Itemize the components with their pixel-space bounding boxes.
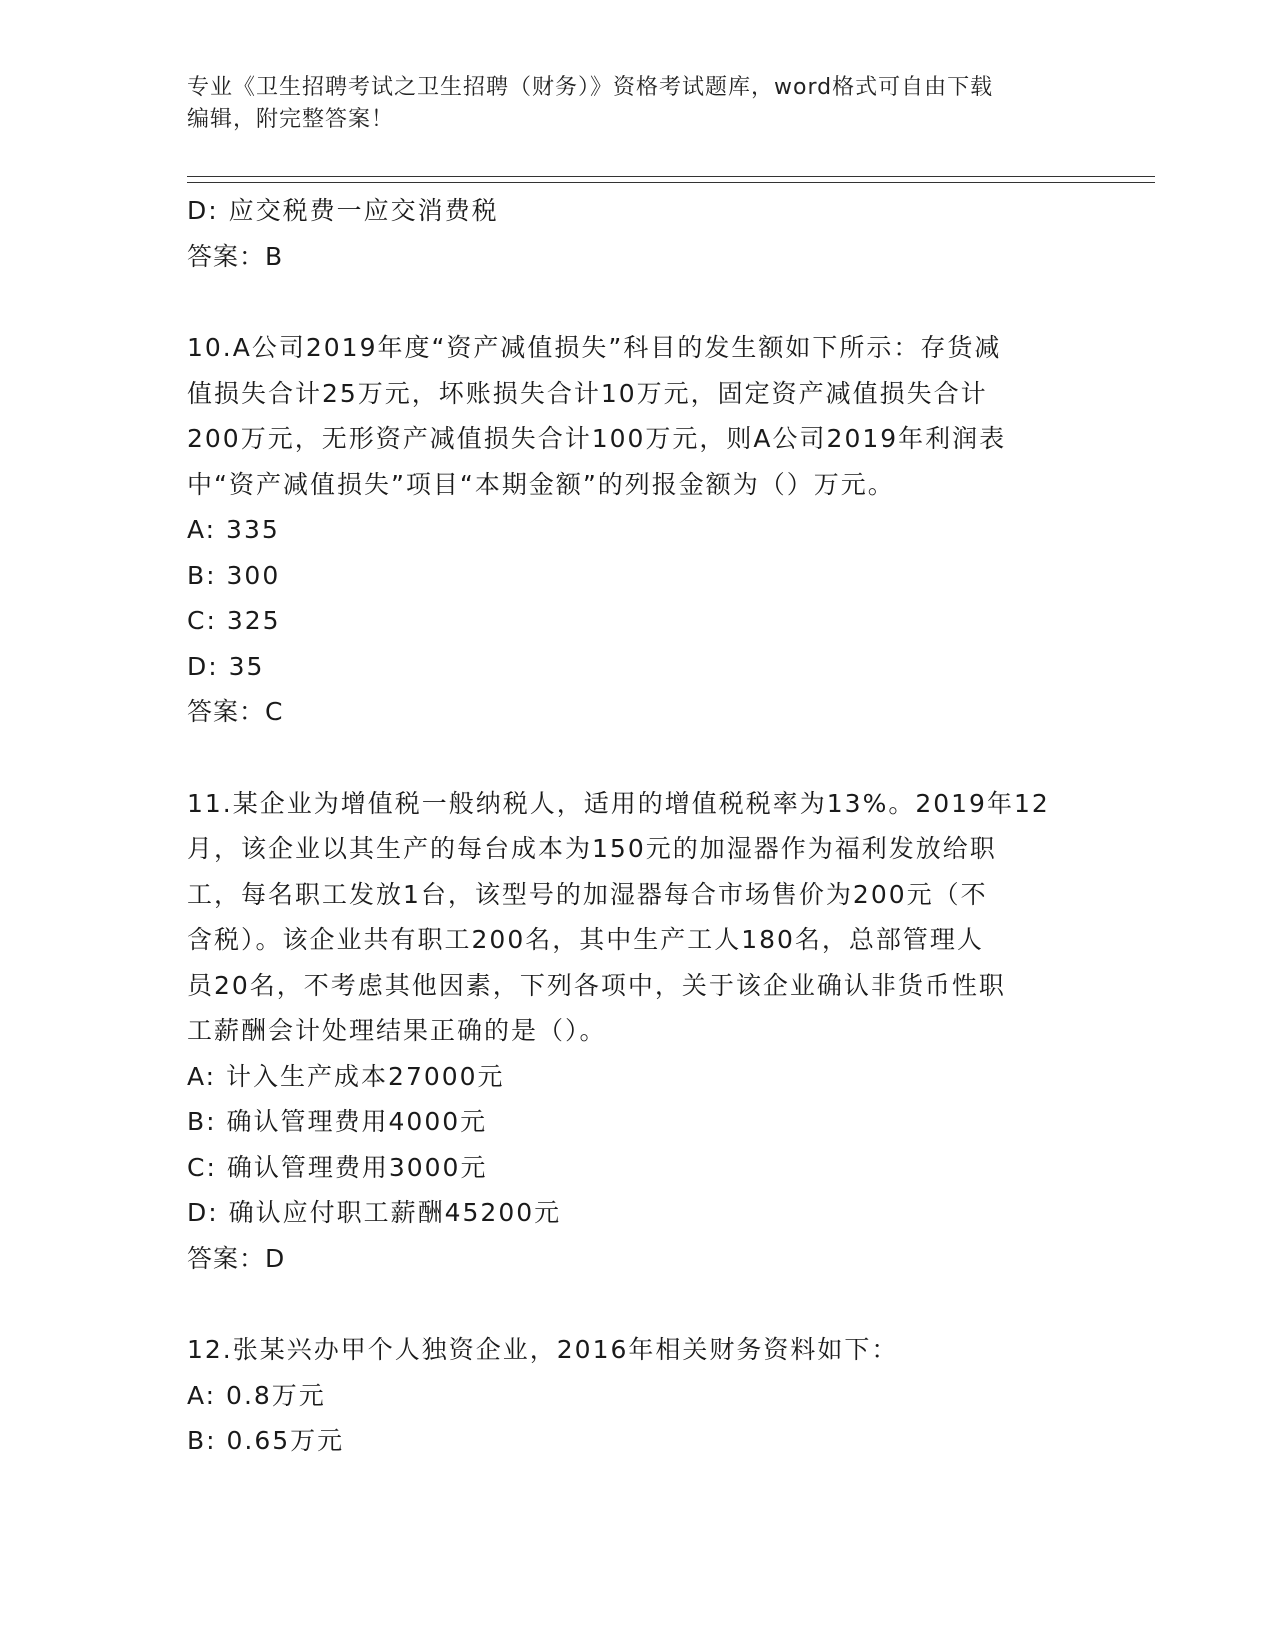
option-d: D: 确认应付职工薪酬45200元 xyxy=(187,1198,562,1227)
spacer xyxy=(187,1281,1087,1327)
option-c: C: 325 xyxy=(187,606,281,635)
option-b: B: 300 xyxy=(187,560,281,590)
header-double-rule xyxy=(187,176,1155,183)
question-text-line: 工，每名职工发放1台，该型号的加湿器每合市场售价为200元（不 xyxy=(187,879,988,909)
question-text-line: 12.张某兴办甲个人独资企业，2016年相关财务资料如下： xyxy=(187,1335,899,1364)
answer-line: 答案：D xyxy=(187,1243,286,1273)
question-12 xyxy=(187,1327,1087,1464)
header-line-2: 编辑，附完整答案！ xyxy=(187,107,395,132)
option-d: D: 应交税费一应交消费税 xyxy=(187,196,499,225)
question-text-line: 含税）。该企业共有职工200名，其中生产工人180名，总部管理人 xyxy=(187,925,984,954)
question-text-line: 月，该企业以其生产的每台成本为150元的加湿器作为福利发放给职 xyxy=(187,834,997,863)
option-a: A: 335 xyxy=(187,515,280,544)
header-line-1: 专业《卫生招聘考试之卫生招聘（财务）》资格考试题库，word格式可自由下载 xyxy=(187,75,994,100)
question-text-line: 员20名，不考虑其他因素，下列各项中，关于该企业确认非货币性职 xyxy=(187,970,1006,1000)
option-a: A: 计入生产成本27000元 xyxy=(187,1061,505,1091)
option-b: B: 0.65万元 xyxy=(187,1426,345,1455)
spacer xyxy=(187,279,1087,325)
spacer xyxy=(187,735,1087,781)
option-c: C: 确认管理费用3000元 xyxy=(187,1152,488,1182)
question-text-line: 11.某企业为增值税一般纳税人，适用的增值税税率为13%。2019年12 xyxy=(187,788,1050,818)
question-10 xyxy=(187,325,1087,735)
question-text-line: 工薪酬会计处理结果正确的是（）。 xyxy=(187,1016,607,1045)
answer-line: 答案：B xyxy=(187,241,284,271)
question-text-line: 200万元，无形资产减值损失合计100万元，则A公司2019年利润表 xyxy=(187,424,1007,453)
question-text-line: 值损失合计25万元，坏账损失合计10万元，固定资产减值损失合计 xyxy=(187,378,988,408)
option-d: D: 35 xyxy=(187,651,265,681)
answer-line: 答案：C xyxy=(187,697,284,726)
document-body xyxy=(187,188,1087,1464)
question-text-line: 中“资产减值损失”项目“本期金额”的列报金额为（）万元。 xyxy=(187,469,895,499)
question-11 xyxy=(187,781,1087,1282)
question-text-line: 10.A公司2019年度“资产减值损失”科目的发生额如下所示：存货减 xyxy=(187,333,1002,362)
option-b: B: 确认管理费用4000元 xyxy=(187,1107,488,1136)
page-header xyxy=(187,72,1087,136)
option-a: A: 0.8万元 xyxy=(187,1380,326,1410)
question-9-tail xyxy=(187,188,1087,279)
